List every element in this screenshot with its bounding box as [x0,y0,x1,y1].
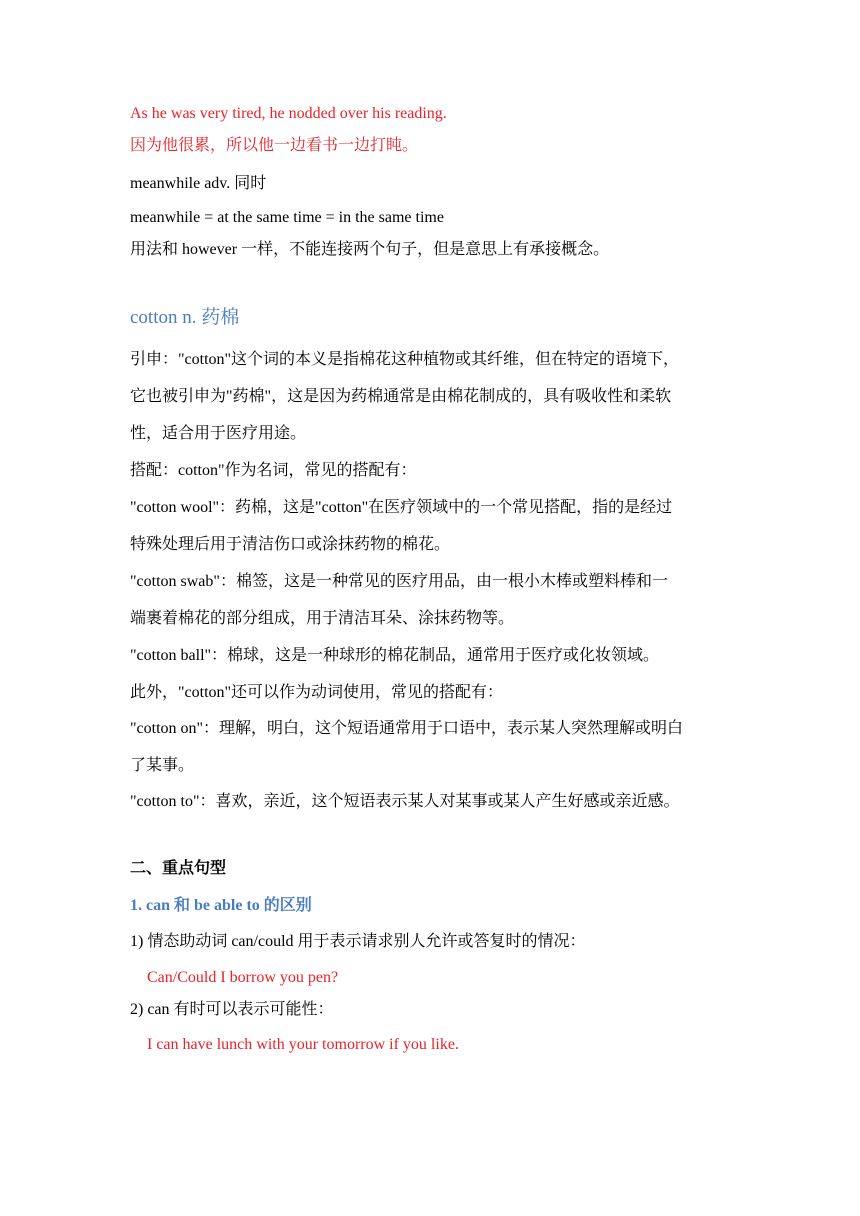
subsection-title: 1. can 和 be able to 的区别 [130,897,312,914]
cotton-line: 引申："cotton"这个词的本义是指棉花这种植物或其纤维，但在特定的语境下， [130,351,680,368]
cotton-line: "cotton swab"：棉签，这是一种常见的医疗用品，由一根小木棒或塑料棒和一 [130,573,668,590]
example-sentence-zh: 因为他很累，所以他一边看书一边打盹。 [130,137,419,154]
cotton-line: 了某事。 [130,757,195,774]
meanwhile-usage: 用法和 however 一样，不能连接两个句子，但是意思上有承接概念。 [130,241,610,258]
meanwhile-equivalents: meanwhile = at the same time = in the same time [130,209,444,226]
cotton-line: 端裹着棉花的部分组成，用于清洁耳朵、涂抹药物等。 [130,610,515,627]
grammar-example-2: I can have lunch with your tomorrow if you like. [147,1036,459,1053]
cotton-line: 搭配：cotton"作为名词，常见的搭配有： [130,462,417,479]
meanwhile-definition: meanwhile adv. 同时 [130,175,267,192]
grammar-point-2: 2) can 有时可以表示可能性： [130,1001,334,1018]
cotton-heading: cotton n. 药棉 [130,307,240,328]
cotton-line: "cotton ball"：棉球，这是一种球形的棉花制品，通常用于医疗或化妆领域。 [130,647,660,664]
cotton-line: 它也被引申为"药棉"，这是因为药棉通常是由棉花制成的，具有吸收性和柔软 [130,388,672,405]
section-title: 二、重点句型 [130,860,227,877]
cotton-line: 此外，"cotton"还可以作为动词使用，常见的搭配有： [130,684,504,701]
example-sentence-en: As he was very tired, he nodded over his reading. [130,105,447,122]
cotton-line: 性，适合用于医疗用途。 [130,425,307,442]
cotton-line: "cotton on"：理解，明白，这个短语通常用于口语中，表示某人突然理解或明白 [130,720,684,737]
grammar-point-1: 1) 情态助动词 can/could 用于表示请求别人允许或答复时的情况： [130,933,586,950]
cotton-line: "cotton wool"：药棉，这是"cotton"在医疗领域中的一个常见搭配，指的是经过 [130,499,673,516]
grammar-example-1: Can/Could I borrow you pen? [147,969,339,986]
cotton-line: 特殊处理后用于清洁伤口或涂抹药物的棉花。 [130,536,451,553]
cotton-line: "cotton to"：喜欢，亲近，这个短语表示某人对某事或某人产生好感或亲近感。 [130,793,680,810]
